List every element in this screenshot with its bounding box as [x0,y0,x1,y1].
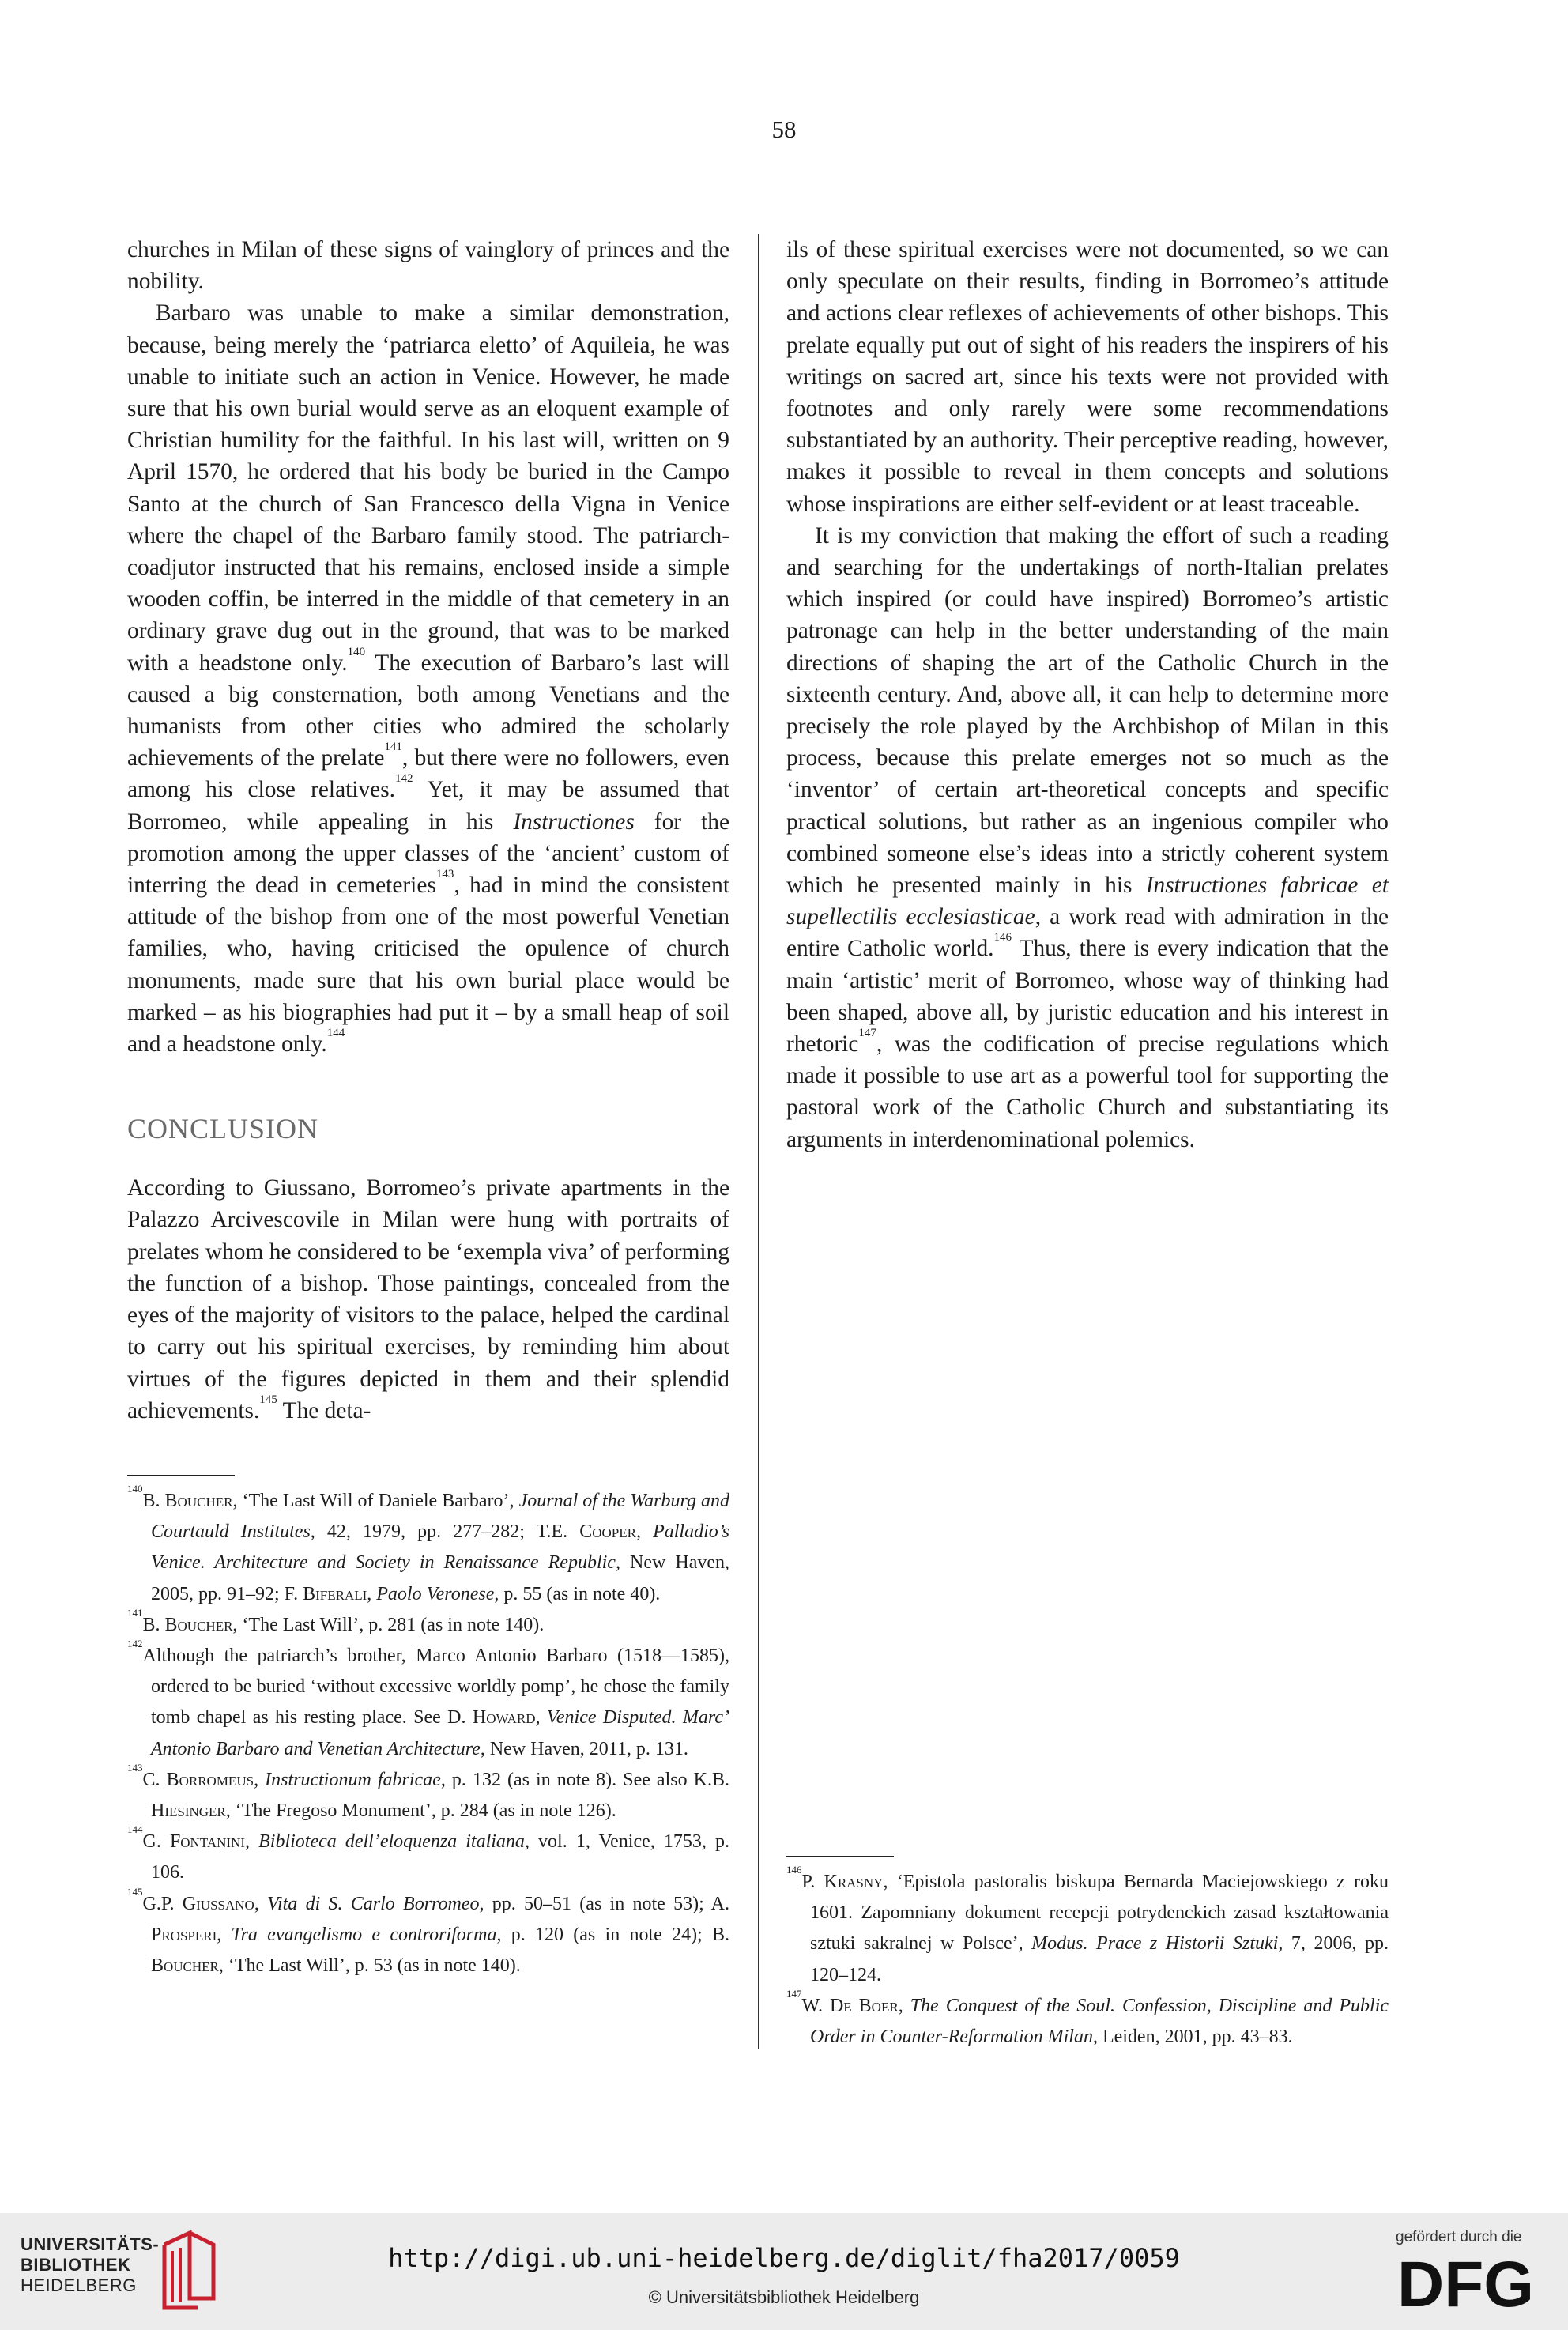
paragraph: It is my conviction that making the effort of such a reading and searching for the undertakings of north-Italian prelates which inspired (or could have inspired) Borromeo’s artistic patronage can help in the better understanding of the main directions of shaping the art of the Catholic Church in the sixteenth century. And, above all, it can help to determine more precisely the role played by the Archbishop of Milan in this process, because this prelate emerges not so much as the ‘inventor’ of certain art-theoretical concepts and specific practical solutions, but rather as an ingenious compiler who combined someone else’s ideas into a strictly coherent system which he presented mainly in his Instructiones fabricae et supellectilis ecclesiasticae, a work read with admiration in the entire Catholic world.$^{146}$ Thus, there is every indication that the main ‘artistic’ merit of Borromeo, whose way of thinking had been shaped, above all, by juristic education and his interest in rhetoric$^{147}$, was the codification of precise regulations which made it possible to use art as a powerful tool for supporting the pastoral work of the Catholic Church and substantiating its arguments in interdenominational polemics. [786,522,1389,1152]
footnote-text: Journal of the Warburg and Courtauld Institutes [151,1491,730,1543]
footnote-text: Prosperi [151,1924,217,1945]
footnote-text: , ‘Epistola pastoralis biskupa Bernarda Maciejowskiego z roku 1601. Zapomniany dokument recepcji potrydenckich zasad kształtowania sztuki sakralnej w Polsce’, [810,1872,1389,1955]
column-divider [758,234,760,2049]
footnote-text: Howard [472,1707,536,1729]
footnote-text: Venice Disputed. Marc’ Antonio Barbaro and Venetian Architecture [151,1707,730,1759]
footnote-text: , p. 120 (as in note 24); B. [496,1924,730,1945]
footnote-text: Boucher [164,1614,233,1635]
footnote-text: Cooper [579,1521,636,1543]
footnote-number: 143 [127,1761,143,1774]
footnote-text: Instructionum fabricae [265,1769,441,1790]
footnote-text: , [898,1995,910,2016]
right-column [786,234,1389,1156]
footnote-text: Palladio’s Venice. Architecture and Society in Renaissance Republic [151,1521,729,1574]
footnote-text: , New Haven, 2011, p. 131. [480,1738,688,1759]
footnote-text: P. [801,1872,824,1892]
footnote-ref[interactable]: 140 [347,645,366,658]
left-column [127,234,729,1427]
footnote-text: , 42, 1979, pp. 277–282; T.E. [310,1521,580,1543]
footnote-number: 145 [127,1885,143,1898]
footnote [127,1638,730,1765]
footnote-text: , [635,1521,654,1543]
footnote-ref[interactable]: 145 [259,1393,277,1406]
footnote-text: , Leiden, 2001, pp. 43–83. [1092,2026,1293,2048]
footnote-text: , p. 132 (as in note 8). See also K.B. [440,1769,729,1790]
footnote-number: 140 [127,1483,143,1495]
footnote-text: Although the patriarch’s brother, Marco Antonio Barbaro (1518––1585), ordered to be buried ‘without excessive worldly pomp’, he chose the family tomb chapel as his resting place. See D. [142,1646,729,1729]
footnote-number: 141 [127,1606,143,1619]
footnote-text: Krasny [824,1872,884,1892]
footnote-rule [127,1475,235,1476]
footnote-number: 147 [786,1987,802,2000]
footnote-text: Fontanini [169,1831,246,1853]
footnote-text: , 7, 2006, pp. 120–124. [810,1933,1389,1985]
funding-label: gefördert durch die [1396,2229,1522,2245]
paragraph: ils of these spiritual exercises were not documented, so we can only speculate on their results, finding in Borromeo’s attitude and actions clear reflexes of achievements of other bishops. This prelate equally put out of sight of his readers the inspirers of his writings on sacred art, since his texts were not provided with footnotes and only rarely were some recommendations substantiated by an authority. Their perceptive reading, however, makes it possible to reveal in them concepts and solutions whose inspirations are either self-evident or at least traceable. [786,237,1389,517]
dfg-logo[interactable] [1394,2253,1544,2316]
footnote-ref[interactable]: 143 [435,868,454,881]
footnote-text: , vol. 1, Venice, 1753, p. 106. [151,1831,729,1883]
footnote [127,1761,729,1827]
footnote-ref[interactable]: 141 [384,741,402,754]
footnote-text: B. [142,1614,165,1635]
footnote-rule [786,1856,894,1857]
footnote-text: Borromeus [166,1769,254,1790]
footnote [786,1987,1389,2053]
footnote-text: , New Haven, 2005, pp. 91–92; F. [151,1552,730,1604]
paragraph: According to Giussano, Borromeo’s private apartments in the Palazzo Arcivescovile in Milan were hung with portraits of prelates whom he considered to be ‘exempla viva’ of performing the function of a bishop. Those paintings, concealed from the eyes of the majority of visitors to the palace, helped the cardinal to carry out his spiritual exercises, by reminding him about virtues of the figures depicted in them and their splendid achievements.$^{145}$ The deta- [127,1175,729,1423]
footnote [127,1885,730,1982]
dfg-logo-text: DFG [1397,2253,1535,2316]
footnote-text: Paolo Veronese [376,1583,495,1604]
footnote-ref[interactable]: 147 [858,1027,876,1040]
paragraph: Barbaro was unable to make a similar demonstration, because, being merely the ‘patriarca eletto’ of Aquileia, he was unable to initiate such an action in Venice. However, he made sure that his own burial would serve as an eloquent example of Christian humility for the faithful. In his last will, written on 9 April 1570, he ordered that his body be buried in the Campo Santo at the church of San Francesco della Vigna in Venice where the chapel of the Barbaro family stood. The patriarch-coadjutor instructed that his remains, enclosed inside a simple wooden coffin, be interred in the middle of that cemetery in an ordinary grave dug out in the ground, that was to be marked with a headstone only.$^{140}$ The execution of Barbaro’s last will caused a big consternation, both among Venetians and the humanists from other cities who admired the scholarly achievements of the prelate$^{141}$, but there were no followers, even among his close relatives.$^{142}$ Yet, it may be assumed that Borromeo, while appealing in his Instructiones for the promotion among the upper classes of the ‘ancient’ custom of interring the dead in cemeteries$^{143}$, had in mind the consistent attitude of the bishop from one of the most powerful Venetian families, who, having criticised the opulence of church monuments, made sure that his own burial place would be marked – as his biographies had put it – by a small heap of soil and a headstone only.$^{144}$ [127,300,729,1058]
footnote-text: , ‘The Fregoso Monument’, p. 284 (as in note 126). [225,1800,616,1822]
footnote-text: Modus. Prace z Historii Sztuki [1031,1933,1279,1955]
footnote-text: Hiesinger [151,1800,226,1822]
footnote [786,1864,1389,1991]
footnote-text: B. Boucher [142,1491,233,1511]
footnote-text: Tra evangelismo e controriforma [231,1924,497,1945]
page-number: 58 [771,115,797,143]
footnote-text: , [254,1769,266,1790]
footnote-text: , [254,1893,268,1914]
footnote-text: De Boer [829,1995,899,2016]
footnote-ref[interactable]: 144 [326,1027,345,1040]
footnote-text: Giussano [182,1893,254,1914]
footnote-text: , ‘The Last Will’, p. 281 (as in note 140). [232,1614,545,1635]
footnote-text: The Conquest of the Soul. Confession, Discipline and Public Order in Counter-Reformation Milan [810,1995,1389,2048]
footnote-ref[interactable]: 146 [993,931,1012,944]
footnote-text: G. [142,1831,170,1853]
footnote-text: , ‘The Last Will’, p. 53 (as in note 140). [218,1955,521,1977]
footnote-text: , p. 55 (as in note 40). [494,1583,661,1604]
footnote-text: Vita di S. Carlo Borromeo [267,1893,480,1914]
footnote-text: Biferali [303,1583,368,1604]
footnote-number: 142 [127,1638,143,1650]
footnotes-left [127,1483,730,1981]
footnote-text: , pp. 50–51 (as in note 53); A. [479,1893,730,1914]
permalink-url[interactable]: http://digi.ub.uni-heidelberg.de/diglit/fha2017/0059 [388,2243,1180,2273]
footnote-text: W. [801,1995,830,2016]
footnotes-right [786,1864,1389,2053]
footnote-ref[interactable]: 142 [394,772,413,786]
footnote-text: , [535,1707,547,1729]
footnote-number: 146 [786,1864,802,1876]
footnote [127,1823,729,1888]
footnote-text: , [217,1924,232,1945]
footnote-text: Boucher [151,1955,219,1977]
section-heading: CONCLUSION [127,1113,319,1145]
footnote-text: , ‘The Last Will of Daniele Barbaro’, [232,1491,519,1511]
footnote [127,1606,729,1641]
footnote [127,1483,730,1610]
footnote-number: 144 [127,1823,143,1836]
footnote-text: , [367,1583,377,1604]
copyright-notice: © Universitätsbibliothek Heidelberg [648,2287,920,2307]
footnote-text: C. [142,1769,167,1790]
footnote-text: G.P. [142,1893,183,1914]
footnote-text: , [245,1831,259,1853]
library-logo[interactable]: UNIVERSITÄTS- BIBLIOTHEK HEIDELBERG [21,2234,160,2295]
footnote-text: Biblioteca dell’eloquenza italiana [258,1831,525,1853]
paragraph: churches in Milan of these signs of vainglory of princes and the nobility. [127,237,729,295]
